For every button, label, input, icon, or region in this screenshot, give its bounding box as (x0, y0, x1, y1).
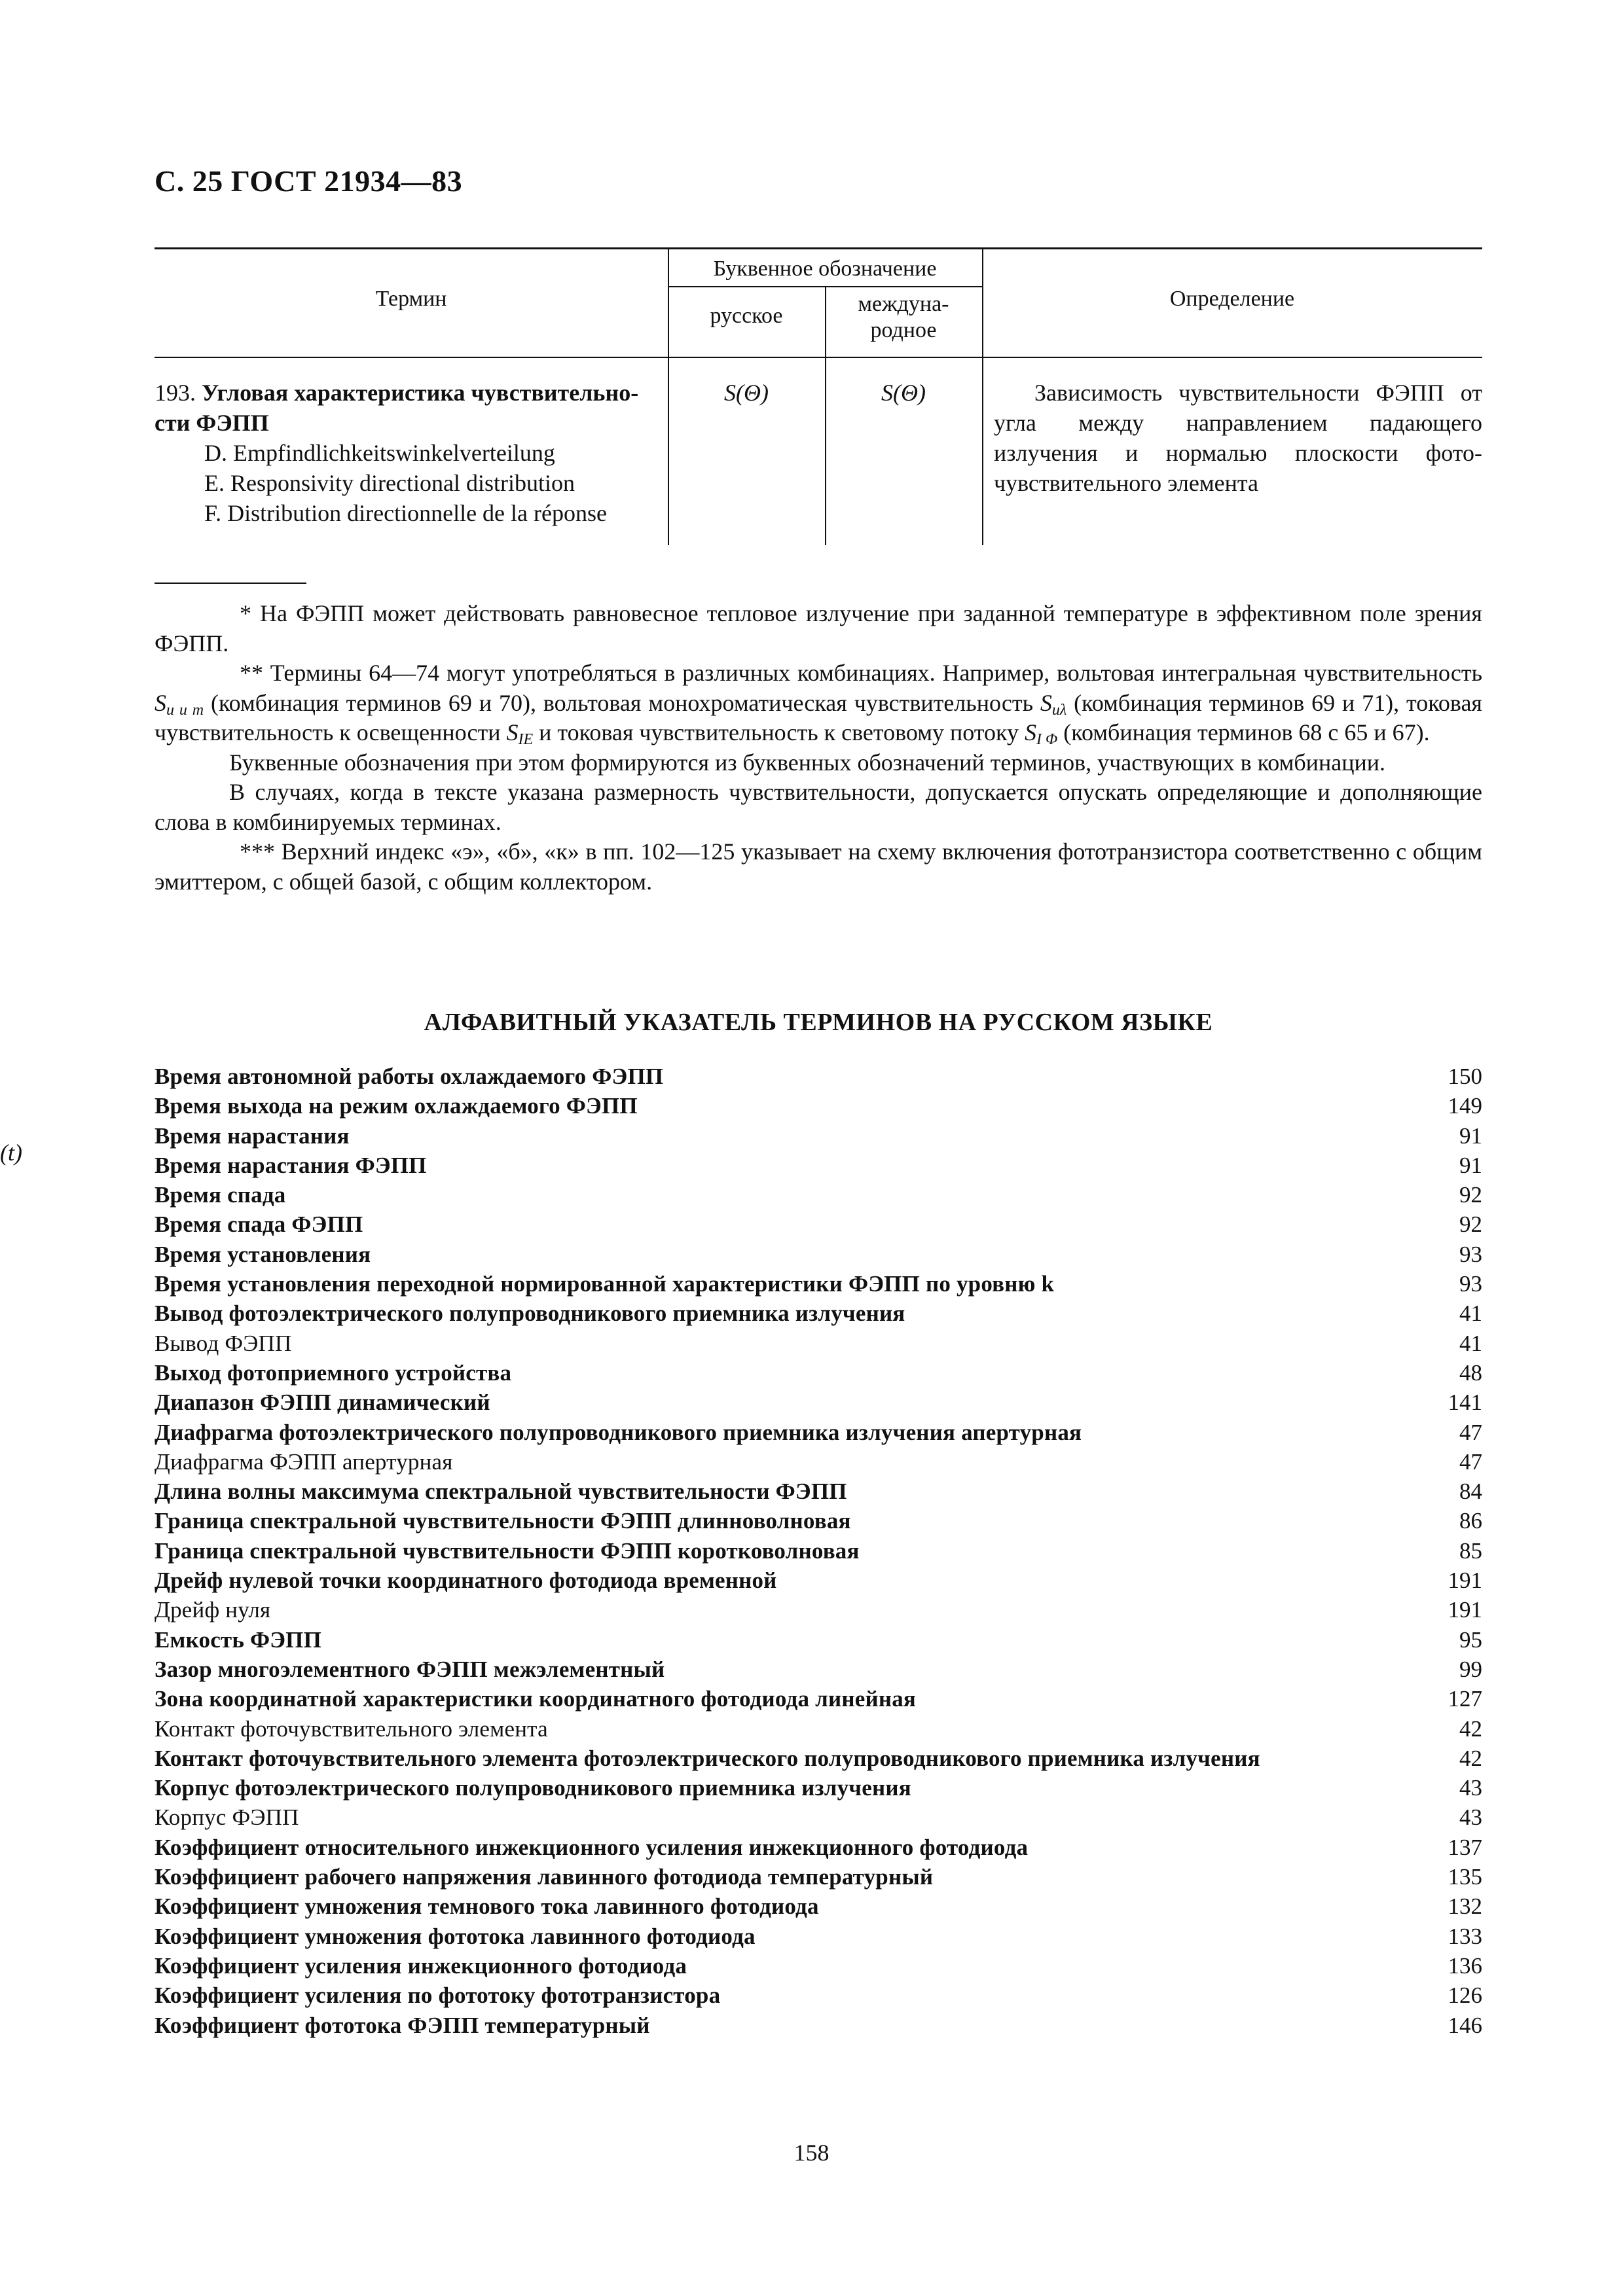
header-russian: русское (710, 304, 783, 328)
index-page-ref: 43 (1459, 1804, 1482, 1831)
index-entry (155, 1358, 1482, 1388)
term-number: 193. (155, 380, 196, 406)
header-international: междуна- родное (858, 292, 949, 342)
index-term: Коэффициент относительного инжекционного усиления инжекционного фотодиода (155, 1834, 1029, 1860)
index-term: Время установления (155, 1241, 371, 1267)
index-entry (155, 1922, 1482, 1951)
header-term: Термин (375, 287, 447, 311)
index-term: Время нарастания (155, 1122, 350, 1149)
index-entry (155, 1714, 1482, 1744)
index-term: Время выхода на режим охлаждаемого ФЭПП (155, 1093, 638, 1119)
index-list (155, 1062, 1482, 2040)
index-entry (155, 1892, 1482, 1921)
definition-cell (994, 378, 1482, 498)
index-entry (155, 1536, 1482, 1566)
index-term: Время спада (155, 1182, 286, 1208)
index-term: Коэффициент умножения темнового тока лавинного фотодиода (155, 1893, 819, 1920)
index-page-ref: 42 (1459, 1745, 1482, 1771)
index-term: Длина волны максимума спектральной чувствительности ФЭПП (155, 1479, 847, 1505)
index-entry (155, 1951, 1482, 1981)
index-entry (155, 1744, 1482, 1773)
index-entry (155, 1121, 1482, 1151)
definition-text: Зависимость чувствительности ФЭПП от угла между направлением падающего излучения и нормалью плоскости фото-чувствительного элемента (994, 380, 1482, 496)
term-title: Угловая характеристика чувствительно- (202, 380, 639, 406)
term-german: D. Empfindlichkeitswinkelverteilung (204, 440, 555, 466)
index-page-ref: 141 (1448, 1390, 1482, 1416)
index-page-ref: 91 (1459, 1152, 1482, 1178)
index-page-ref: 92 (1459, 1211, 1482, 1238)
symbol-international: S(Θ) (881, 380, 926, 406)
page-header: С. 25 ГОСТ 21934—83 (155, 164, 463, 198)
index-term: Граница спектральной чувствительности ФЭПП длинноволновая (155, 1508, 851, 1534)
index-entry (155, 1684, 1482, 1713)
footnotes (155, 599, 1482, 897)
index-term: Вывод фотоэлектрического полупроводникового приемника излучения (155, 1300, 905, 1327)
footnote-2: ** Термины 64—74 могут употребляться в различных комбинациях. Например, вольтовая интегральная чувствительность $S_{u и т}$ (комбинация терминов 69 и 70), вольтовая монохроматическая чувствительность $S_{u\lambda}$ (комбинация терминов 69 и 71), токовая чувствительность к освещенности $S_{IE}$ и токовая чувствительность к световому потоку $S_{I \Phi}$ (комбинация терминов 68 с 65 и 67). (155, 660, 1482, 748)
index-entry (155, 1625, 1482, 1655)
index-page-ref: 47 (1459, 1448, 1482, 1475)
index-term: Коэффициент усиления инжекционного фотодиода (155, 1952, 687, 1979)
index-page-ref: 149 (1448, 1093, 1482, 1119)
index-page-ref: 92 (1459, 1182, 1482, 1208)
page-number: 158 (793, 2140, 830, 2166)
index-term: Время автономной работы охлаждаемого ФЭПП (155, 1064, 664, 1089)
index-entry (155, 1299, 1482, 1328)
index-page-ref: 133 (1448, 1923, 1482, 1949)
index-page-ref: 132 (1448, 1893, 1482, 1920)
margin-note: (t) (0, 1139, 22, 1166)
index-page-ref: 99 (1459, 1656, 1482, 1682)
index-term: Коэффициент усиления по фототоку фототранзистора (155, 1982, 721, 2009)
index-term: Контакт фоточувствительного элемента фотоэлектрического полупроводникового приемника излучения (155, 1745, 1260, 1771)
index-entry (155, 1269, 1482, 1299)
index-entry (155, 1180, 1482, 1210)
index-term: Коэффициент фототока ФЭПП температурный (155, 2012, 650, 2038)
index-entry (155, 1388, 1482, 1417)
index-page-ref: 85 (1459, 1537, 1482, 1564)
index-entry (155, 1329, 1482, 1358)
index-page-ref: 93 (1459, 1271, 1482, 1297)
term-french: F. Distribution directionnelle de la réponse (204, 500, 607, 526)
index-term: Зазор многоэлементного ФЭПП межэлементный (155, 1656, 665, 1682)
index-term: Контакт фоточувствительного элемента (155, 1715, 548, 1742)
index-page-ref: 191 (1448, 1568, 1482, 1594)
index-page-ref: 95 (1459, 1626, 1482, 1653)
index-term: Время спада ФЭПП (155, 1211, 363, 1238)
index-term: Зона координатной характеристики координатного фотодиода линейная (155, 1686, 917, 1712)
footnote-paragraph: В случаях, когда в тексте указана размерность чувствительности, допускается опускать определяющие и дополняющие слова в комбинируемых терминах. (155, 779, 1482, 835)
index-page-ref: 150 (1448, 1064, 1482, 1089)
index-entry (155, 1240, 1482, 1269)
index-entry (155, 1655, 1482, 1684)
index-page-ref: 47 (1459, 1419, 1482, 1445)
index-page-ref: 84 (1459, 1479, 1482, 1505)
index-entry (155, 1477, 1482, 1506)
index-entry (155, 1210, 1482, 1239)
table-rule (155, 357, 1482, 358)
index-term: Коэффициент умножения фототока лавинного фотодиода (155, 1923, 756, 1949)
index-entry (155, 1506, 1482, 1535)
symbol-russian: S(Θ) (724, 380, 769, 406)
term-english: E. Responsivity directional distribution (204, 470, 575, 496)
term-cell (155, 378, 659, 528)
index-entry (155, 1447, 1482, 1477)
header-letter-designation: Буквенное обозначение (713, 257, 937, 281)
index-term: Дрейф нулевой точки координатного фотодиода временной (155, 1568, 777, 1594)
index-entry (155, 1803, 1482, 1832)
index-page-ref: 135 (1448, 1864, 1482, 1890)
index-term: Время нарастания ФЭПП (155, 1152, 427, 1178)
index-entry (155, 1418, 1482, 1447)
index-entry (155, 1981, 1482, 2010)
footnote-1: * На ФЭПП может действовать равновесное тепловое излучение при заданной температуре в эффективном поле зрения ФЭПП. (155, 600, 1482, 656)
header-definition: Определение (1169, 287, 1295, 311)
index-entry (155, 1595, 1482, 1624)
index-page-ref: 91 (1459, 1122, 1482, 1149)
term-table (155, 247, 1482, 545)
footnote-rule (155, 583, 306, 584)
index-term: Вывод ФЭПП (155, 1330, 292, 1356)
index-entry (155, 1833, 1482, 1862)
table-rule (668, 286, 982, 287)
index-page-ref: 93 (1459, 1241, 1482, 1267)
index-page-ref: 127 (1448, 1686, 1482, 1712)
index-term: Граница спектральной чувствительности ФЭПП коротковолновая (155, 1537, 860, 1564)
index-page-ref: 41 (1459, 1300, 1482, 1327)
index-term: Диафрагма фотоэлектрического полупроводникового приемника излучения апертурная (155, 1419, 1082, 1445)
index-page-ref: 42 (1459, 1715, 1482, 1742)
index-term: Емкость ФЭПП (155, 1626, 322, 1653)
index-page-ref: 43 (1459, 1775, 1482, 1801)
index-term: Коэффициент рабочего напряжения лавинного фотодиода температурный (155, 1864, 934, 1890)
index-term: Дрейф нуля (155, 1597, 271, 1623)
term-title-cont: сти ФЭПП (155, 410, 269, 436)
index-entry (155, 1091, 1482, 1121)
index-page-ref: 136 (1448, 1952, 1482, 1979)
index-entry (155, 1151, 1482, 1180)
footnote-3: *** Верхний индекс «э», «б», «к» в пп. 102—125 указывает на схему включения фототранзистора соответственно с общим эмиттером, с общей базой, с общим коллектором. (155, 838, 1482, 895)
index-term: Корпус ФЭПП (155, 1804, 299, 1831)
index-entry (155, 1566, 1482, 1595)
index-page-ref: 86 (1459, 1508, 1482, 1534)
index-entry (155, 1862, 1482, 1892)
index-page-ref: 137 (1448, 1834, 1482, 1860)
index-term: Диапазон ФЭПП динамический (155, 1390, 490, 1416)
index-entry (155, 2011, 1482, 2040)
index-entry (155, 1773, 1482, 1803)
index-page-ref: 126 (1448, 1982, 1482, 2009)
index-term: Диафрагма ФЭПП апертурная (155, 1448, 453, 1475)
index-term: Время установления переходной нормированной характеристики ФЭПП по уровню k (155, 1271, 1055, 1297)
index-page-ref: 191 (1448, 1597, 1482, 1623)
footnote-paragraph: Буквенные обозначения при этом формируются из буквенных обозначений терминов, участвующих в комбинации. (229, 749, 1385, 776)
index-title: АЛФАВИТНЫЙ УКАЗАТЕЛЬ ТЕРМИНОВ НА РУССКОМ ЯЗЫКЕ (424, 1009, 1213, 1036)
index-page-ref: 146 (1448, 2012, 1482, 2038)
index-term: Выход фотоприемного устройства (155, 1359, 512, 1386)
index-page-ref: 41 (1459, 1330, 1482, 1356)
index-term: Корпус фотоэлектрического полупроводникового приемника излучения (155, 1775, 911, 1801)
index-page-ref: 48 (1459, 1359, 1482, 1386)
index-entry (155, 1062, 1482, 1091)
